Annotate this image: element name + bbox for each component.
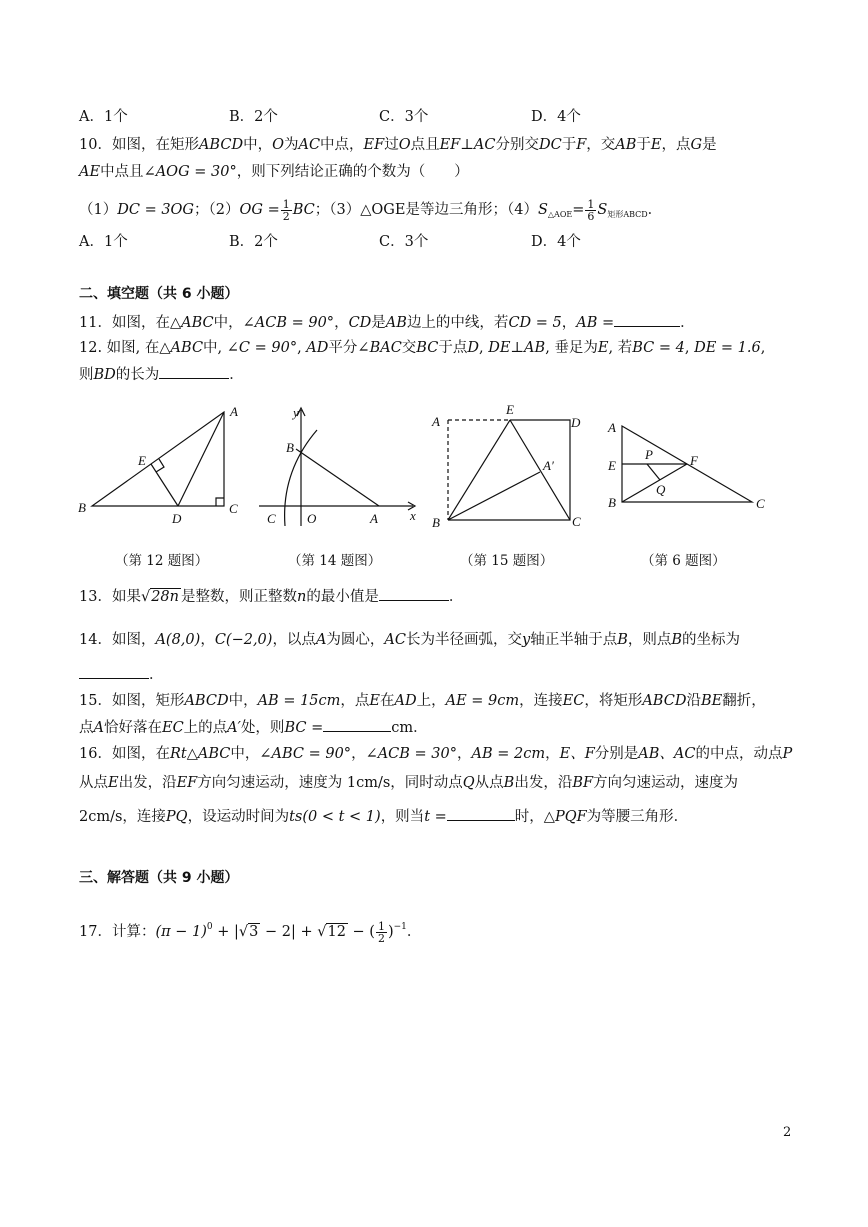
label-B: B — [286, 440, 294, 455]
figure-12 — [76, 402, 248, 528]
figure-14 — [255, 402, 423, 528]
q10-options — [79, 232, 581, 252]
section-solutions: 三、解答题（共 9 小题） — [79, 870, 239, 886]
figure-15 — [428, 400, 590, 530]
label-P: P — [645, 447, 653, 462]
caption-fig15: （第 15 题图） — [460, 553, 554, 569]
caption-fig14: （第 14 题图） — [288, 553, 382, 569]
segment-ec — [510, 420, 570, 520]
q10-conclusions: （1）DC = 3OG；（2）OG = $\frac{1}{2}$ BC；（3）△OGE是等边三角形；$(4)S_{\triangle AOE}=$ $\frac{1}{6}$ $S_{矩形ABCD}$． — [79, 197, 663, 223]
q15-line2: 点A恰好落在EC上的点A′处，则BC = cm． — [79, 717, 428, 738]
label-B: B — [78, 500, 86, 515]
segment-ab — [296, 449, 379, 506]
segment-bf — [622, 464, 687, 502]
fraction-one-sixth: $\frac{1}{6}$ — [587, 197, 595, 223]
page-number: 2 — [783, 1125, 792, 1140]
label-A: A — [230, 404, 238, 419]
q14-line1: 14．如图，A(8,0)，C(−2,0)，以点A为圆心，AC长为半径画弧，交y轴正半轴于点B，则点B的坐标为 — [79, 632, 741, 648]
q9-option-c: C．3个 — [379, 109, 429, 125]
label-B: B — [608, 495, 616, 510]
q17: 17．计算：$(\pi - 1)^0 + |√3 - 2| + √12$ − ( $\frac{1}{2}$ )$^{-1}$． — [79, 919, 422, 945]
fraction-one-half: $\frac{1}{2}$ — [377, 919, 385, 945]
q11-answer-blank[interactable] — [614, 312, 680, 327]
figure-6 — [602, 414, 772, 520]
segment-de — [151, 464, 178, 506]
fraction-one-half: $\frac{1}{2}$ — [282, 197, 290, 223]
label-C: C — [572, 514, 581, 529]
label-B: B — [432, 515, 440, 530]
q10-option-a: A．1个 — [79, 234, 128, 250]
sqrt-symbol: √ — [317, 924, 327, 940]
segment-ad — [178, 412, 224, 506]
sqrt-symbol: √ — [140, 589, 151, 605]
q13: 13．如果√28n 是整数，则正整数n的最小值是 ． — [79, 586, 463, 607]
sqrt-symbol: √ — [238, 924, 249, 940]
q12-line1: 12. 如图, 在△ABC中, ∠C = 90°, AD平分∠BAC交BC于点D, DE⊥AB, 垂足为E, 若BC = 4, DE = 1.6, — [79, 340, 766, 356]
label-D: D — [172, 511, 182, 526]
label-A-prime: A′ — [543, 458, 554, 473]
q10-line2: AE中点且∠AOG = 30°，则下列结论正确的个数为（ ） — [79, 164, 469, 180]
q10-option-b: B．2个 — [229, 234, 278, 250]
label-C: C — [229, 501, 238, 516]
label-x: x — [410, 508, 416, 523]
caption-fig6: （第 6 题图） — [641, 553, 726, 569]
q9-option-b: B．2个 — [229, 109, 278, 125]
q16-line1: 16．如图，在Rt△ABC中，∠ABC = 90°，∠ACB = 30°，AB = 2cm，E、F分别是AB、AC的中点，动点P — [79, 746, 793, 762]
q16-answer-blank[interactable] — [447, 806, 515, 821]
q9-options — [79, 107, 581, 127]
q14-line2: ． — [79, 664, 164, 685]
label-C: C — [756, 496, 765, 511]
label-D: D — [571, 415, 581, 430]
label-E: E — [506, 402, 514, 417]
label-E: E — [608, 458, 616, 473]
q12-line2: 则BD的长为 ． — [79, 364, 244, 385]
q12-answer-blank[interactable] — [159, 364, 229, 379]
label-A: A — [432, 414, 440, 429]
caption-fig12: （第 12 题图） — [115, 553, 209, 569]
q15-line1: 15．如图，矩形ABCD中，AB = 15cm，点E在AD上，AE = 9cm，连接EC，将矩形ABCD沿BE翻折， — [79, 693, 766, 709]
section-fill-in-blank: 二、填空题（共 6 小题） — [79, 286, 239, 302]
segment-pq — [647, 464, 660, 480]
right-angle-c — [216, 498, 224, 506]
q13-answer-blank[interactable] — [379, 586, 449, 601]
q9-option-d: D．4个 — [531, 109, 581, 125]
label-C: C — [267, 511, 276, 526]
label-A: A — [608, 420, 616, 435]
q16-line3: 2cm/s，连接PQ，设运动时间为ts(0 < t < 1)，则当t = 时，△PQF为等腰三角形． — [79, 806, 688, 827]
q10-option-d: D．4个 — [531, 234, 581, 250]
label-O: O — [307, 511, 317, 526]
label-y: y — [293, 405, 299, 420]
q10-line1: 10．如图，在矩形ABCD中，O为AC中点，EF过O点且EF⊥AC分别交DC于F，交AB于E，点G是 — [79, 137, 717, 153]
segment-be — [448, 420, 510, 520]
label-F: F — [690, 453, 698, 468]
q15-answer-blank[interactable] — [323, 717, 391, 732]
q10-option-c: C．3个 — [379, 234, 429, 250]
label-E: E — [138, 453, 146, 468]
label-Q: Q — [656, 482, 666, 497]
q16-line2: 从点E出发，沿EF方向匀速运动，速度为 1cm/s，同时动点Q从点B出发，沿BF方向匀速运动，速度为 — [79, 775, 739, 791]
q14-answer-blank[interactable] — [79, 664, 149, 679]
triangle-abc — [92, 412, 224, 506]
q9-option-a: A．1个 — [79, 109, 128, 125]
label-A: A — [370, 511, 378, 526]
segment-ba-prime — [448, 472, 540, 520]
right-angle-e — [156, 459, 164, 472]
q11: 11．如图，在△ABC中，∠ACB = 90°，CD是AB边上的中线，若CD = 5，AB = ． — [79, 312, 695, 333]
